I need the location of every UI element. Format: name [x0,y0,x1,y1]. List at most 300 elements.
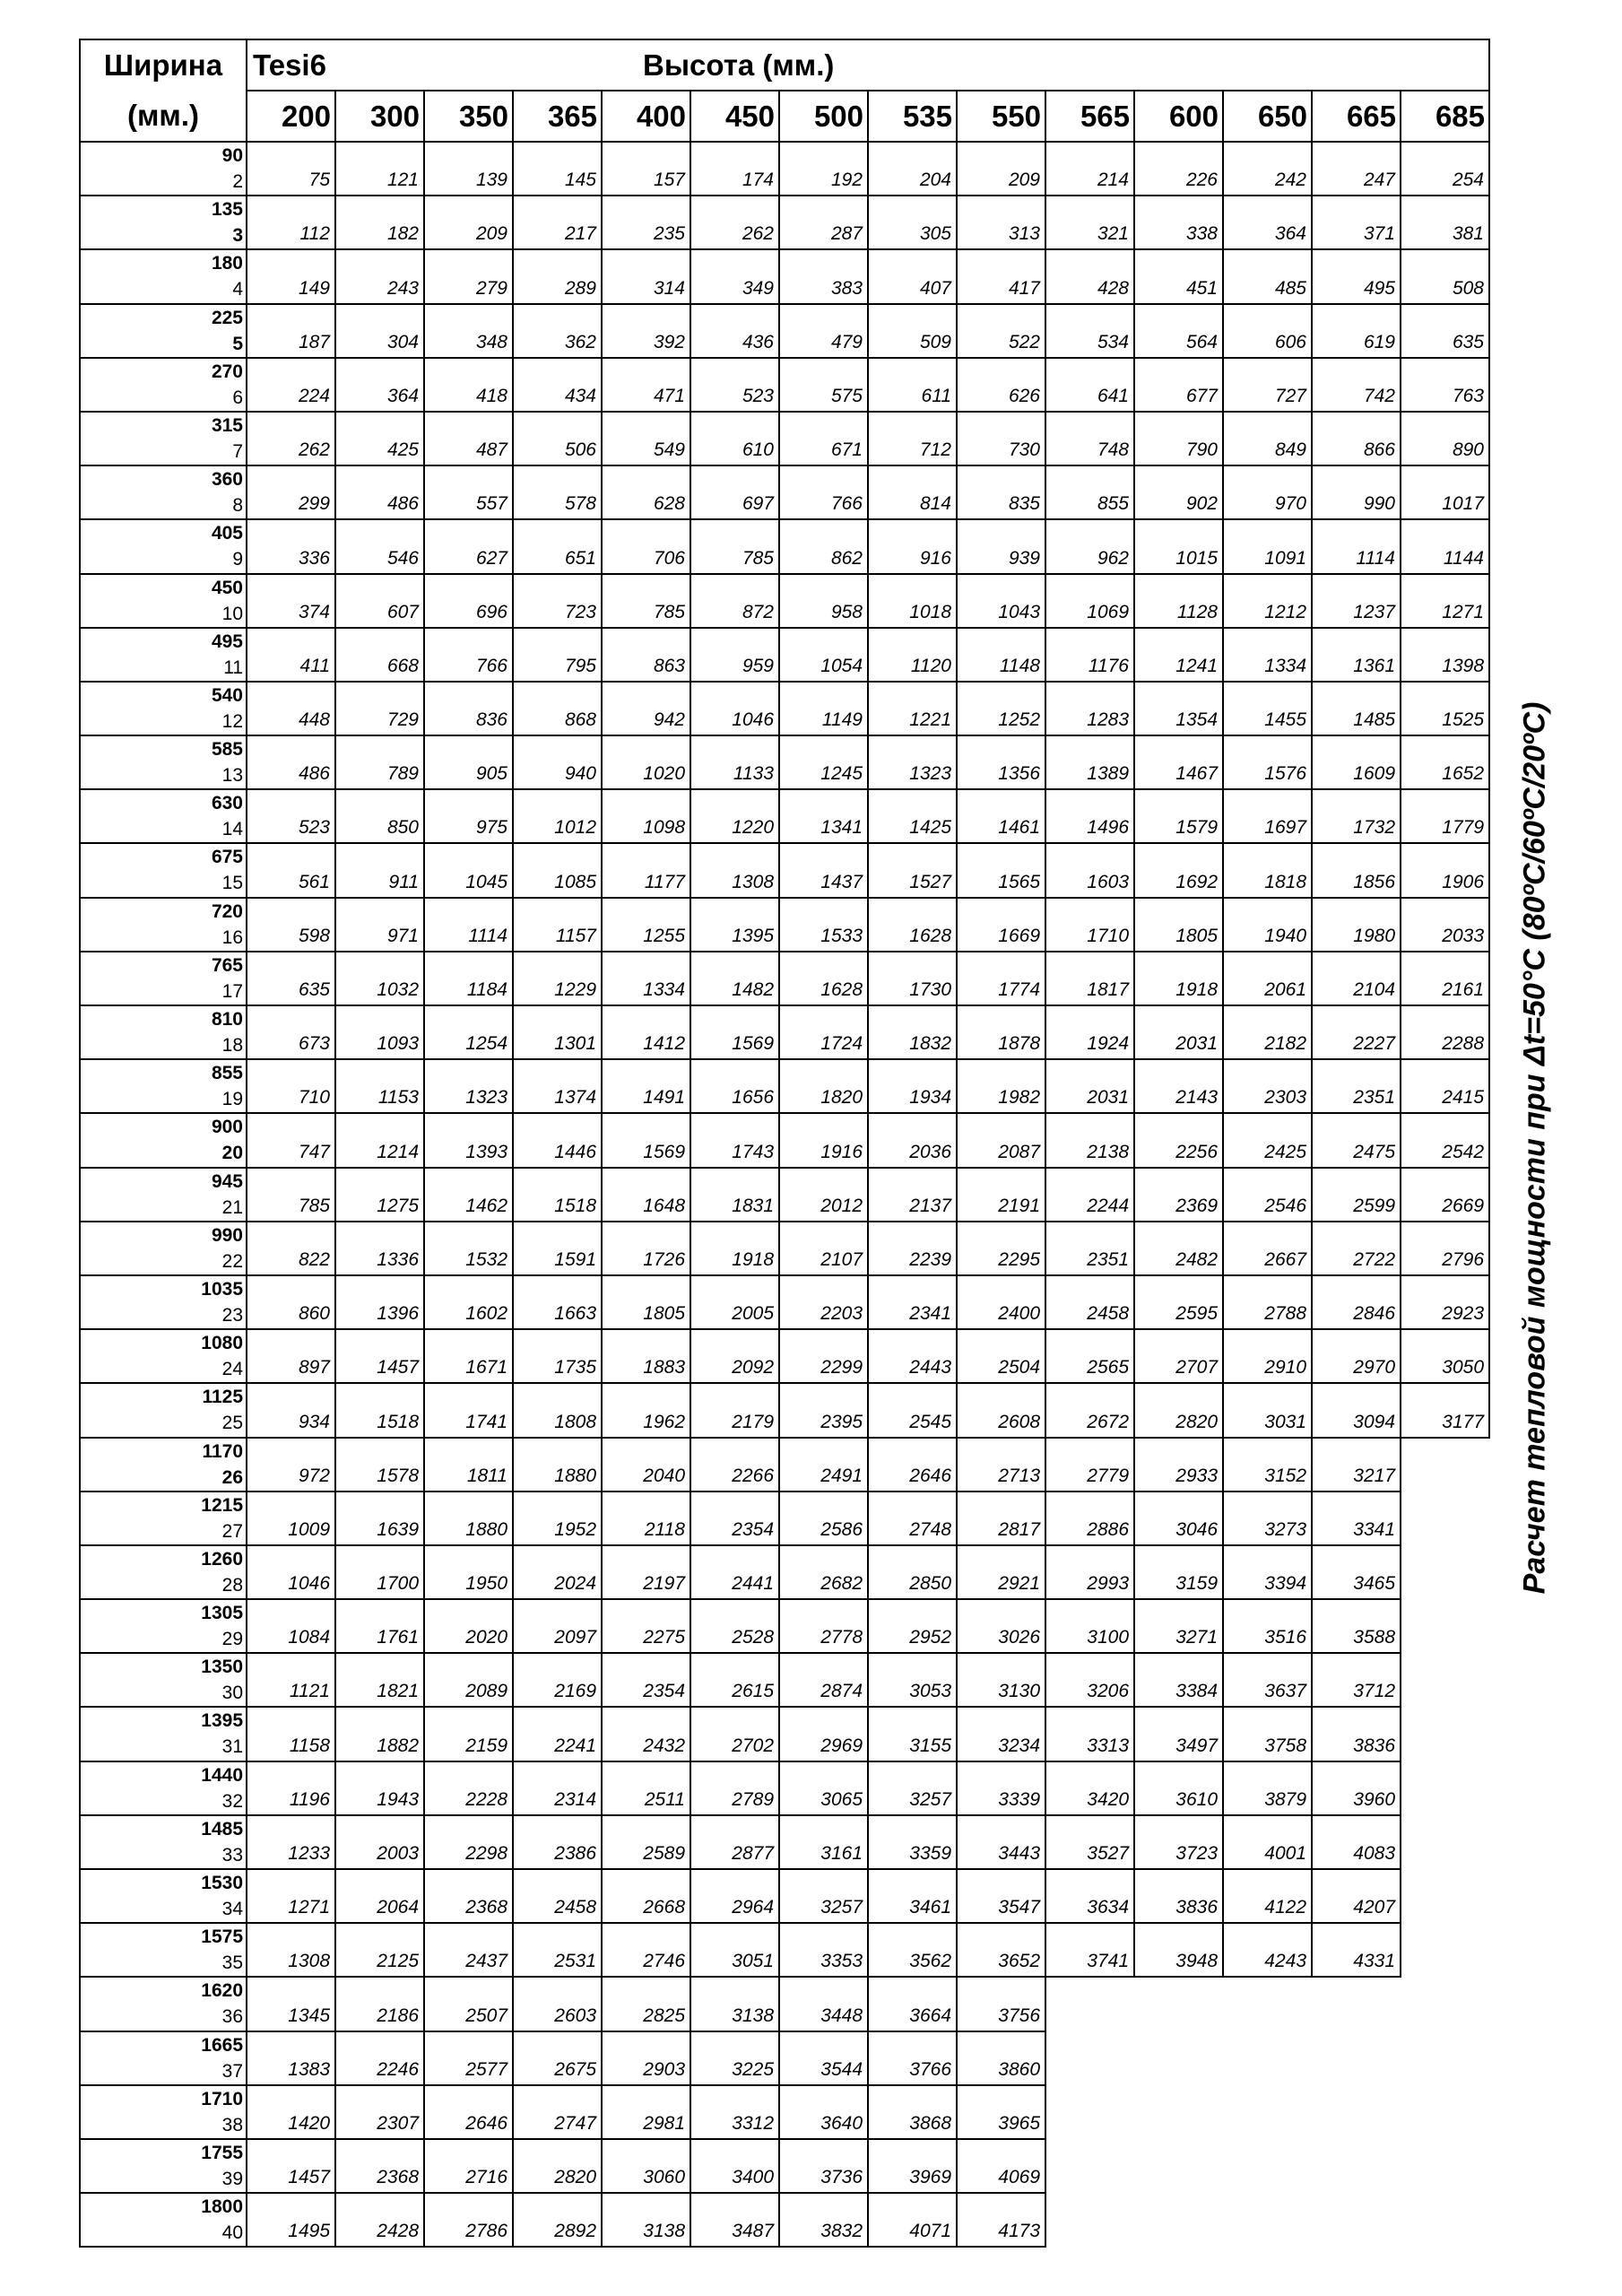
power-value: 2595 [1134,1275,1223,1329]
section-count: 16 [221,926,243,948]
width-value: 855 [211,1063,243,1084]
power-value: 748 [1045,412,1134,465]
power-value: 575 [779,358,868,412]
power-value: 2981 [602,2085,690,2139]
width-value: 900 [211,1117,243,1138]
power-value: 243 [335,249,424,303]
power-value: 1726 [602,1222,690,1275]
power-value: 1254 [424,1005,513,1059]
power-value: 766 [424,628,513,682]
power-value: 905 [424,735,513,789]
power-value: 2713 [957,1438,1045,1492]
power-value: 2682 [779,1545,868,1599]
power-value: 712 [868,412,957,465]
width-header-line2: (мм.) [127,99,199,132]
power-value: 3394 [1223,1545,1312,1599]
section-count: 3 [232,225,243,247]
power-value: 696 [424,574,513,628]
section-count: 23 [221,1304,243,1326]
section-count: 15 [221,873,243,894]
power-value: 1383 [247,2031,335,2085]
power-value: 3138 [602,2193,690,2247]
heat-output-table [79,39,1490,2248]
power-value: 2143 [1134,1059,1223,1113]
width-value: 405 [211,523,243,544]
power-value: 872 [690,574,779,628]
power-value: 486 [247,735,335,789]
width-cell [80,1438,247,1492]
power-value: 3031 [1223,1383,1312,1437]
power-value: 727 [1223,358,1312,412]
power-value: 1906 [1401,843,1489,897]
empty-cell [1401,1815,1489,1869]
section-count: 18 [221,1035,243,1056]
width-cell [80,1599,247,1653]
power-value: 3544 [779,2031,868,2085]
power-value: 1396 [335,1275,424,1329]
power-value: 2675 [513,2031,602,2085]
power-value: 1692 [1134,843,1223,897]
power-value: 182 [335,196,424,249]
power-value: 2903 [602,2031,690,2085]
power-value: 2993 [1045,1545,1134,1599]
power-value: 627 [424,519,513,573]
power-value: 523 [690,358,779,412]
power-value: 2437 [424,1923,513,1977]
power-value: 2368 [335,2139,424,2193]
power-value: 4069 [957,2139,1045,2193]
power-value: 730 [957,412,1045,465]
power-value: 1669 [957,898,1045,952]
power-value: 3756 [957,1977,1045,2031]
width-value: 495 [211,631,243,652]
power-value: 2228 [424,1761,513,1815]
power-value: 677 [1134,358,1223,412]
table-row [80,196,1489,249]
power-value: 2432 [602,1707,690,1761]
width-cell [80,2193,247,2247]
power-value: 3637 [1223,1653,1312,1707]
power-value: 2874 [779,1653,868,1707]
power-value: 959 [690,628,779,682]
empty-cell [1401,1707,1489,1761]
power-value: 1496 [1045,789,1134,843]
power-value: 314 [602,249,690,303]
section-count: 22 [221,1250,243,1272]
power-value: 534 [1045,304,1134,358]
power-value: 785 [690,519,779,573]
section-count: 38 [221,2114,243,2135]
power-value: 2033 [1401,898,1489,952]
power-value: 1354 [1134,682,1223,735]
power-value: 383 [779,249,868,303]
power-value: 139 [424,142,513,196]
power-value: 1591 [513,1222,602,1275]
width-cell [80,519,247,573]
power-value: 2531 [513,1923,602,1977]
power-value: 1149 [779,682,868,735]
power-value: 2667 [1223,1222,1312,1275]
power-value: 990 [1312,465,1401,519]
power-value: 2239 [868,1222,957,1275]
power-value: 2087 [957,1113,1045,1167]
width-header [80,39,247,142]
power-value: 2545 [868,1383,957,1437]
power-value: 641 [1045,358,1134,412]
width-value: 1350 [201,1657,243,1678]
height-values-row [80,91,1489,142]
power-value: 2921 [957,1545,1045,1599]
power-value: 217 [513,196,602,249]
power-value: 1009 [247,1492,335,1545]
power-value: 1603 [1045,843,1134,897]
empty-cell [1134,2031,1223,2085]
power-value: 1275 [335,1168,424,1222]
power-value: 2820 [1134,1383,1223,1437]
power-value: 3741 [1045,1923,1134,1977]
power-value: 1420 [247,2085,335,2139]
power-value: 523 [247,789,335,843]
power-value: 1237 [1312,574,1401,628]
power-value: 3640 [779,2085,868,2139]
power-value: 1697 [1223,789,1312,843]
power-value: 2368 [424,1869,513,1923]
power-value: 1461 [957,789,1045,843]
power-value: 890 [1401,412,1489,465]
width-value: 1710 [201,2088,243,2109]
width-value: 360 [211,469,243,491]
width-value: 585 [211,739,243,761]
power-value: 471 [602,358,690,412]
power-value: 1774 [957,952,1045,1005]
empty-cell [1223,2139,1312,2193]
width-value: 1260 [201,1548,243,1570]
power-value: 1602 [424,1275,513,1329]
table-row [80,1059,1489,1113]
power-value: 338 [1134,196,1223,249]
table-row [80,1761,1489,1815]
power-value: 3836 [1134,1869,1223,1923]
table-row [80,2031,1489,2085]
width-value: 1305 [201,1603,243,1624]
width-value: 1755 [201,2142,243,2163]
power-value: 3965 [957,2085,1045,2139]
power-value: 1805 [1134,898,1223,952]
power-value: 1241 [1134,628,1223,682]
power-value: 3271 [1134,1599,1223,1653]
power-value: 3152 [1223,1438,1312,1492]
height-column-header: 500 [779,91,868,142]
width-cell [80,1168,247,1222]
width-cell [80,304,247,358]
power-value: 2646 [424,2085,513,2139]
section-count: 28 [221,1574,243,1596]
power-value: 1741 [424,1383,513,1437]
power-value: 1982 [957,1059,1045,1113]
power-value: 1158 [247,1707,335,1761]
power-value: 2024 [513,1545,602,1599]
power-value: 635 [247,952,335,1005]
power-value: 1221 [868,682,957,735]
power-value: 1918 [690,1222,779,1275]
table-row [80,1545,1489,1599]
section-count: 24 [221,1359,243,1380]
power-value: 1856 [1312,843,1401,897]
table-row [80,1438,1489,1492]
power-value: 4243 [1223,1923,1312,1977]
power-value: 1808 [513,1383,602,1437]
power-value: 1425 [868,789,957,843]
empty-cell [1401,2193,1489,2247]
power-value: 1457 [247,2139,335,2193]
power-value: 3610 [1134,1761,1223,1815]
power-value: 1018 [868,574,957,628]
power-value: 3588 [1312,1599,1401,1653]
power-value: 417 [957,249,1045,303]
section-count: 30 [221,1683,243,1704]
power-value: 3664 [868,1977,957,2031]
width-value: 1125 [202,1387,243,1408]
power-value: 1098 [602,789,690,843]
power-value: 1176 [1045,628,1134,682]
power-value: 863 [602,628,690,682]
width-value: 450 [211,577,243,598]
power-value: 321 [1045,196,1134,249]
section-count: 12 [221,710,243,732]
power-value: 1569 [690,1005,779,1059]
power-value: 958 [779,574,868,628]
power-value: 1817 [1045,952,1134,1005]
power-value: 2877 [690,1815,779,1869]
power-value: 1069 [1045,574,1134,628]
section-count: 10 [221,603,243,624]
power-value: 1462 [424,1168,513,1222]
width-value: 1530 [201,1873,243,1893]
power-value: 112 [247,196,335,249]
width-header-line1: Ширина [103,48,223,82]
width-cell [80,1869,247,1923]
power-value: 1091 [1223,519,1312,573]
power-value: 1495 [247,2193,335,2247]
power-value: 785 [247,1168,335,1222]
width-value: 1575 [201,1926,243,1948]
power-value: 3420 [1045,1761,1134,1815]
power-value: 668 [335,628,424,682]
power-value: 742 [1312,358,1401,412]
power-value: 1121 [247,1653,335,1707]
power-value: 3359 [868,1815,957,1869]
power-value: 1724 [779,1005,868,1059]
power-value: 3443 [957,1815,1045,1869]
section-count: 32 [221,1790,243,1812]
table-row [80,1977,1489,2031]
power-value: 1831 [690,1168,779,1222]
power-value: 313 [957,196,1045,249]
power-value: 486 [335,465,424,519]
power-value: 940 [513,735,602,789]
power-value: 2528 [690,1599,779,1653]
power-value: 2061 [1223,952,1312,1005]
width-cell [80,196,247,249]
power-value: 2299 [779,1329,868,1383]
section-count: 26 [221,1466,243,1488]
power-value: 2589 [602,1815,690,1869]
power-value: 235 [602,196,690,249]
power-value: 2020 [424,1599,513,1653]
empty-cell [1401,1977,1489,2031]
power-value: 3465 [1312,1545,1401,1599]
empty-cell [1045,2139,1134,2193]
section-count: 25 [221,1413,243,1434]
power-value: 1245 [779,735,868,789]
power-value: 2789 [690,1761,779,1815]
power-value: 1437 [779,843,868,897]
height-column-header: 450 [690,91,779,142]
table-row [80,2193,1489,2247]
power-value: 2546 [1223,1168,1312,1222]
power-value: 187 [247,304,335,358]
power-value: 1148 [957,628,1045,682]
power-value: 2227 [1312,1005,1401,1059]
power-value: 3060 [602,2139,690,2193]
power-value: 2241 [513,1707,602,1761]
power-value: 3487 [690,2193,779,2247]
power-value: 1032 [335,952,424,1005]
power-value: 1820 [779,1059,868,1113]
power-value: 902 [1134,465,1223,519]
power-value: 1334 [1223,628,1312,682]
power-value: 1628 [868,898,957,952]
power-value: 1743 [690,1113,779,1167]
power-value: 3273 [1223,1492,1312,1545]
power-value: 3384 [1134,1653,1223,1707]
power-value: 2354 [602,1653,690,1707]
power-value: 2256 [1134,1113,1223,1167]
power-value: 1656 [690,1059,779,1113]
power-value: 1128 [1134,574,1223,628]
power-value: 2850 [868,1545,957,1599]
empty-cell [1401,1869,1489,1923]
table-row [80,628,1489,682]
power-value: 448 [247,682,335,735]
power-value: 546 [335,519,424,573]
power-value: 3652 [957,1923,1045,1977]
power-value: 1527 [868,843,957,897]
power-value: 1663 [513,1275,602,1329]
power-value: 671 [779,412,868,465]
power-value: 2702 [690,1707,779,1761]
power-value: 1455 [1223,682,1312,735]
power-value: 349 [690,249,779,303]
power-value: 2400 [957,1275,1045,1329]
power-value: 2425 [1223,1113,1312,1167]
power-value: 1918 [1134,952,1223,1005]
height-column-header: 400 [602,91,690,142]
table-row [80,2139,1489,2193]
width-cell [80,412,247,465]
power-value: 364 [335,358,424,412]
width-value: 180 [211,253,243,274]
power-value: 262 [690,196,779,249]
power-value: 3527 [1045,1815,1134,1869]
power-value: 1212 [1223,574,1312,628]
power-value: 651 [513,519,602,573]
power-value: 364 [1223,196,1312,249]
power-value: 3341 [1312,1492,1401,1545]
power-value: 706 [602,519,690,573]
power-value: 1652 [1401,735,1489,789]
width-cell [80,358,247,412]
power-value: 3960 [1312,1761,1401,1815]
power-value: 2586 [779,1492,868,1545]
power-value: 1952 [513,1492,602,1545]
power-value: 850 [335,789,424,843]
power-value: 835 [957,465,1045,519]
power-value: 673 [247,1005,335,1059]
power-value: 2746 [602,1923,690,1977]
empty-cell [1223,2031,1312,2085]
table-row [80,682,1489,735]
power-value: 1301 [513,1005,602,1059]
power-value: 3094 [1312,1383,1401,1437]
power-value: 1761 [335,1599,424,1653]
power-value: 2031 [1134,1005,1223,1059]
section-count: 2 [232,171,243,192]
power-value: 479 [779,304,868,358]
width-value: 1440 [201,1764,243,1786]
power-value: 2137 [868,1168,957,1222]
width-cell [80,628,247,682]
power-value: 1518 [513,1168,602,1222]
table-row [80,1653,1489,1707]
power-value: 3130 [957,1653,1045,1707]
power-value: 1579 [1134,789,1223,843]
power-value: 1374 [513,1059,602,1113]
power-value: 362 [513,304,602,358]
power-value: 204 [868,142,957,196]
power-value: 2203 [779,1275,868,1329]
height-column-header: 565 [1045,91,1134,142]
empty-cell [1401,1923,1489,1977]
power-value: 1818 [1223,843,1312,897]
power-value: 763 [1401,358,1489,412]
power-value: 2788 [1223,1275,1312,1329]
power-value: 626 [957,358,1045,412]
width-cell [80,682,247,735]
power-value: 224 [247,358,335,412]
power-value: 3313 [1045,1707,1134,1761]
power-value: 2933 [1134,1438,1223,1492]
power-value: 2169 [513,1653,602,1707]
width-value: 1395 [201,1710,243,1732]
power-value: 1252 [957,682,1045,735]
width-cell [80,789,247,843]
width-cell [80,2085,247,2139]
power-value: 1054 [779,628,868,682]
power-value: 2064 [335,1869,424,1923]
power-value: 2707 [1134,1329,1223,1383]
power-value: 1120 [868,628,957,682]
power-value: 611 [868,358,957,412]
power-value: 1361 [1312,628,1401,682]
power-value: 2615 [690,1653,779,1707]
power-value: 1491 [602,1059,690,1113]
power-value: 1779 [1401,789,1489,843]
empty-cell [1401,2031,1489,2085]
power-value: 2608 [957,1383,1045,1437]
power-value: 1457 [335,1329,424,1383]
power-value: 619 [1312,304,1401,358]
